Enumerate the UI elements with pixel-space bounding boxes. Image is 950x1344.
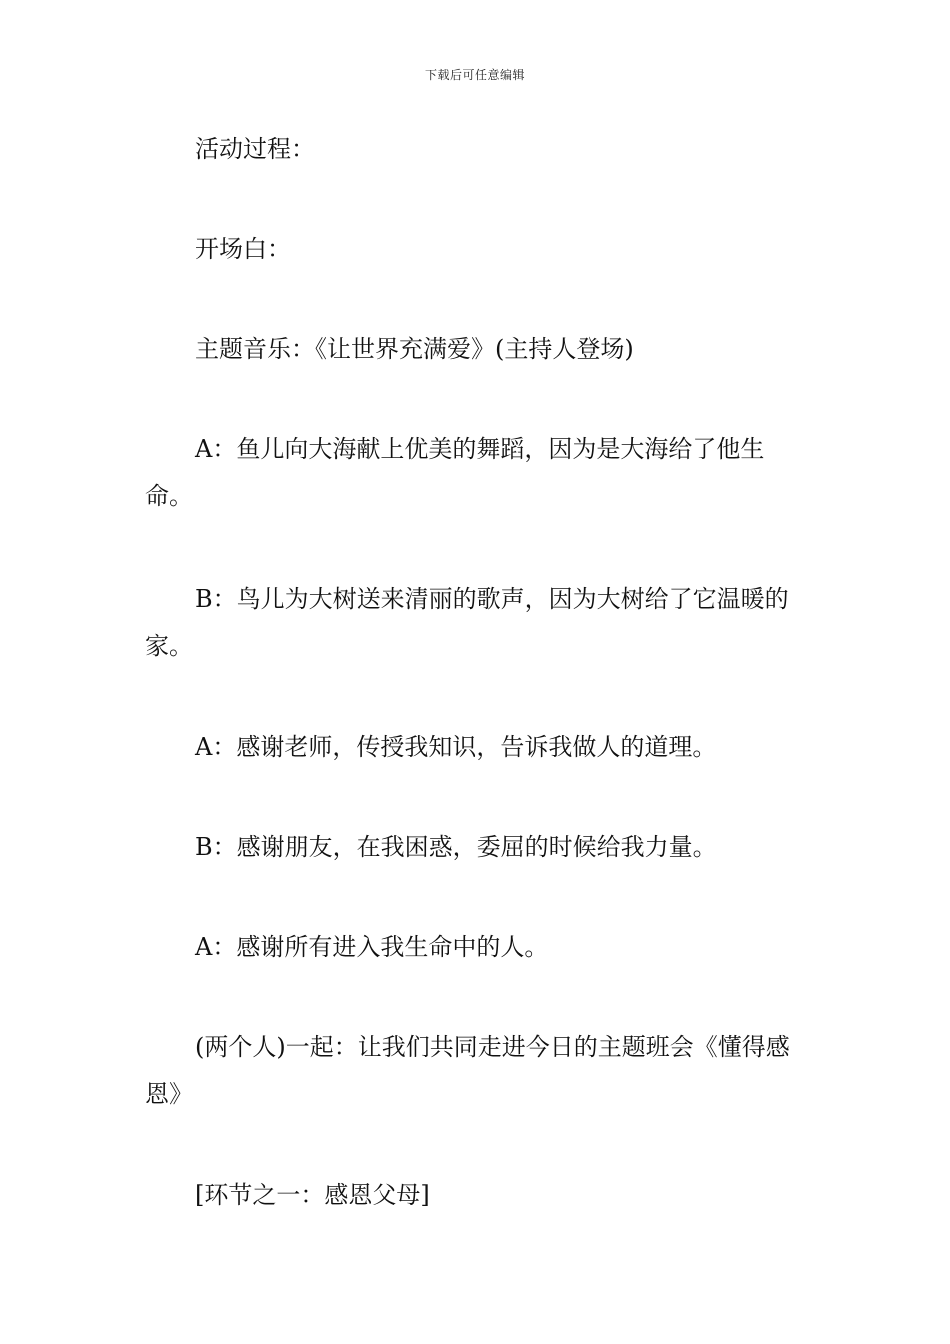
paragraph-host-a-fish: A：鱼儿向大海献上优美的舞蹈，因为是大海给了他生命。 — [145, 435, 765, 510]
paragraph-opening-remarks: 开场白： — [195, 235, 291, 263]
paragraph-host-a-teacher: A：感谢老师，传授我知识，告诉我做人的道理。 — [195, 733, 717, 761]
paragraph-together: (两个人)一起：让我们共同走进今日的主题班会《懂得感恩》 — [145, 1033, 790, 1108]
paragraph-theme-music: 主题音乐：《让世界充满爱》(主持人登场) — [195, 335, 634, 363]
paragraph-activity-process: 活动过程： — [195, 135, 315, 163]
paragraph-host-b-friend: B：感谢朋友，在我困惑，委屈的时候给我力量。 — [195, 833, 717, 861]
paragraph-section-one: [环节之一：感恩父母] — [195, 1181, 430, 1209]
page-header: 下载后可任意编辑 — [424, 68, 525, 82]
paragraph-host-b-bird: B：鸟儿为大树送来清丽的歌声，因为大树给了它温暖的家。 — [145, 585, 789, 660]
paragraph-host-a-everyone: A：感谢所有进入我生命中的人。 — [195, 933, 549, 961]
